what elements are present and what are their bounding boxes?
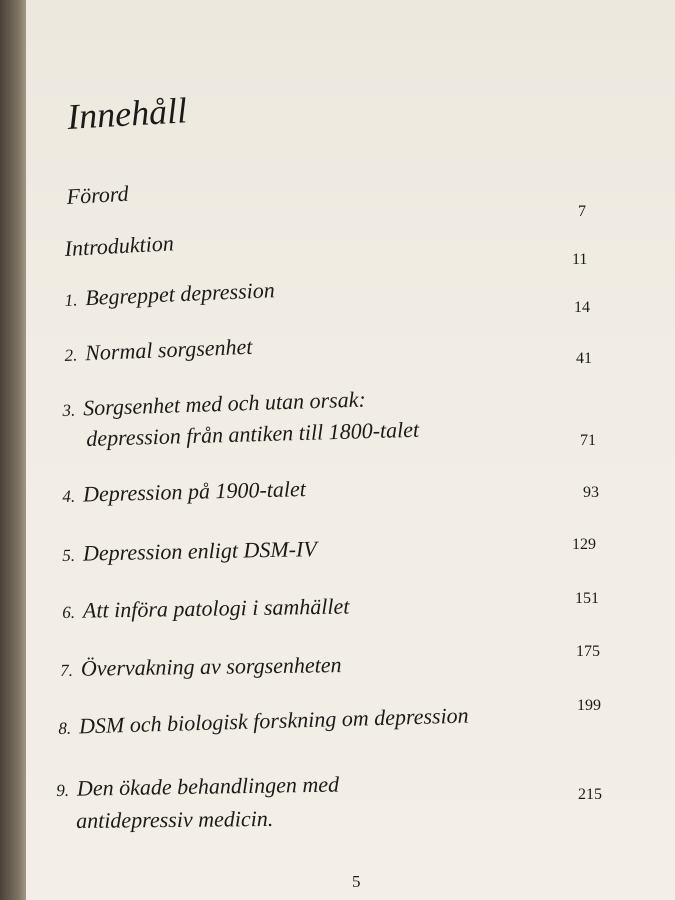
toc-entry-number: 1.	[64, 290, 78, 310]
toc-entry-9-line2	[76, 806, 273, 834]
contents-heading: Innehåll	[66, 90, 189, 137]
page-number: 5	[352, 872, 361, 891]
toc-page-number: 199	[577, 697, 601, 714]
toc-entry-title: Depression på 1900-talet	[82, 476, 307, 507]
toc-page-number: 175	[576, 643, 600, 660]
toc-entry-title: Introduktion	[64, 230, 175, 261]
toc-page-number: 71	[580, 432, 596, 449]
toc-entry-number: 8.	[58, 718, 72, 738]
toc-entry-number: 5.	[62, 545, 76, 565]
toc-entry-2	[64, 334, 253, 367]
toc-entry-title: Sorgsenhet med och utan orsak:	[82, 386, 367, 421]
toc-entry-number: 2.	[64, 345, 78, 365]
toc-entry-number: 4.	[62, 486, 76, 506]
toc-entry-3-line2	[86, 417, 419, 452]
toc-entry-forord	[66, 181, 129, 210]
toc-entry-title: DSM och biologisk forskning om depression	[78, 702, 469, 739]
toc-entry-number: 6.	[62, 602, 76, 622]
toc-entry-title: Att införa patologi i samhället	[82, 593, 350, 623]
toc-page-number: 11	[572, 251, 588, 268]
toc-entry-number: 3.	[62, 400, 76, 420]
toc-page-number: 129	[572, 536, 596, 553]
toc-entry-5	[62, 536, 317, 567]
toc-page-number: 14	[574, 299, 590, 316]
toc-entry-6	[62, 593, 350, 624]
toc-entry-number: 9.	[56, 780, 70, 800]
toc-entry-introduktion	[64, 230, 174, 262]
toc-entry-9-line1	[56, 772, 339, 802]
toc-entry-title: Begreppet depression	[84, 277, 276, 311]
toc-entry-title: Normal sorgsenhet	[84, 333, 253, 366]
toc-entry-title: Förord	[66, 180, 130, 209]
toc-entry-8	[58, 703, 469, 740]
toc-entry-title-continued: depression från antiken till 1800-talet	[86, 416, 420, 451]
toc-entry-4	[62, 476, 306, 508]
toc-entry-title: Den ökade behandlingen med	[76, 771, 340, 801]
toc-entry-3-line1	[62, 386, 366, 422]
toc-entry-1	[64, 277, 275, 312]
toc-entry-7	[60, 652, 342, 682]
toc-page-number: 215	[578, 786, 602, 803]
toc-entry-title: Depression enligt DSM-IV	[82, 536, 317, 566]
toc-page-number: 151	[575, 590, 599, 607]
toc-page-number: 41	[576, 350, 592, 367]
toc-page-number: 7	[578, 203, 586, 220]
toc-page-number: 93	[583, 484, 599, 501]
toc-entry-number: 7.	[60, 660, 74, 680]
toc-entry-title-continued: antidepressiv medicin.	[76, 805, 274, 833]
toc-entry-title: Övervakning av sorgsenheten	[80, 652, 342, 681]
